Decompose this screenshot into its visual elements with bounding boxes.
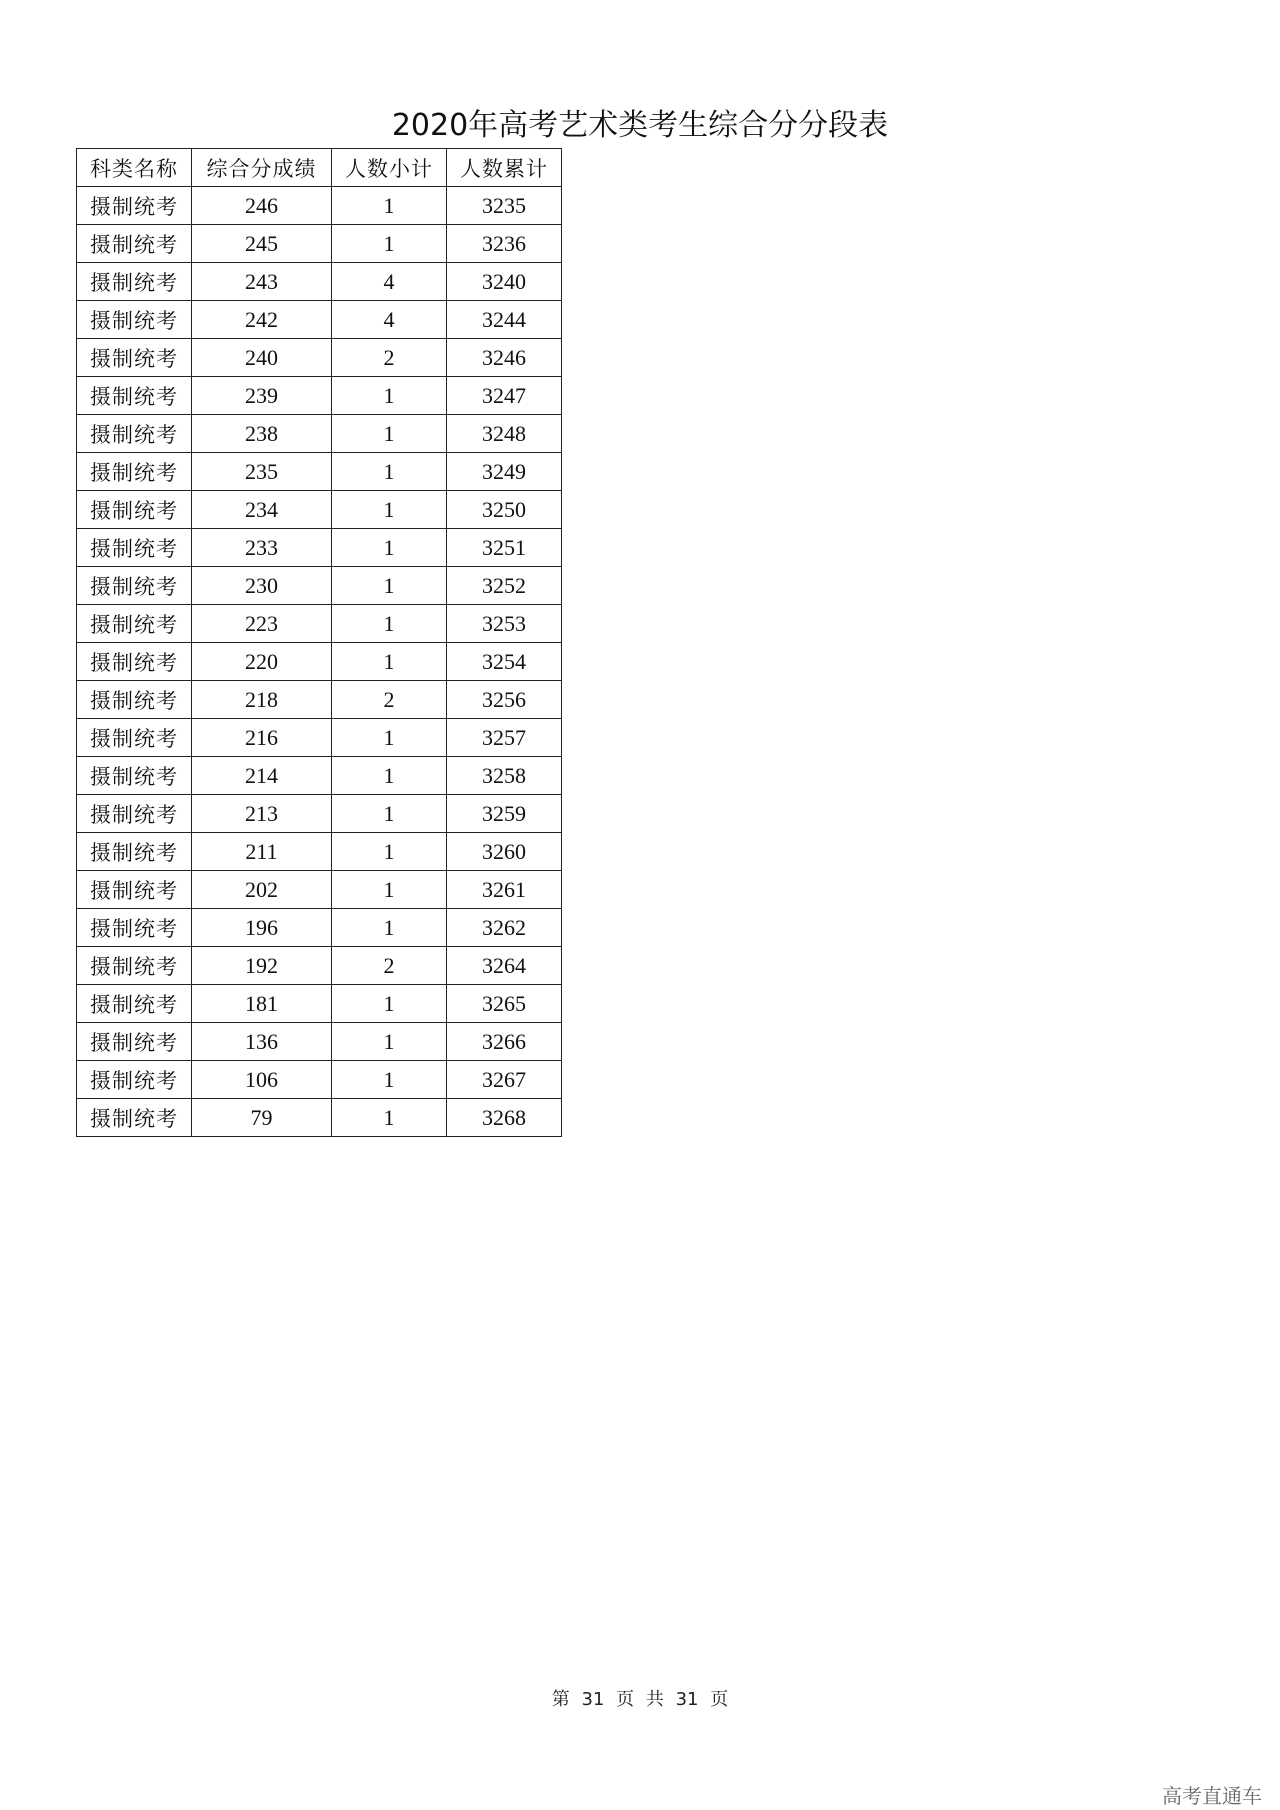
- subject-category-cell: 摄制统考: [77, 263, 192, 301]
- count-cumulative-cell: 3264: [447, 947, 562, 985]
- count-subtotal-cell: 1: [332, 719, 447, 757]
- composite-score-cell: 243: [192, 263, 332, 301]
- composite-score-cell: 192: [192, 947, 332, 985]
- composite-score-cell: 234: [192, 491, 332, 529]
- subject-category-cell: 摄制统考: [77, 719, 192, 757]
- subject-category-cell: 摄制统考: [77, 567, 192, 605]
- composite-score-cell: 242: [192, 301, 332, 339]
- count-subtotal-cell: 1: [332, 377, 447, 415]
- composite-score-cell: 230: [192, 567, 332, 605]
- header-count-subtotal: 人数小计: [332, 149, 447, 187]
- table-row: [77, 415, 562, 453]
- composite-score-cell: 218: [192, 681, 332, 719]
- composite-score-cell: 233: [192, 529, 332, 567]
- subject-category-cell: 摄制统考: [77, 377, 192, 415]
- composite-score-cell: 238: [192, 415, 332, 453]
- count-cumulative-cell: 3246: [447, 339, 562, 377]
- count-cumulative-cell: 3248: [447, 415, 562, 453]
- subject-category-cell: 摄制统考: [77, 605, 192, 643]
- page-footer: 第 31 页 共 31 页: [551, 1689, 729, 1710]
- count-subtotal-cell: 1: [332, 795, 447, 833]
- count-subtotal-cell: 1: [332, 225, 447, 263]
- count-subtotal-cell: 1: [332, 567, 447, 605]
- subject-category-cell: 摄制统考: [77, 1099, 192, 1137]
- count-subtotal-cell: 1: [332, 453, 447, 491]
- table-row: [77, 947, 562, 985]
- watermark: 高考直通车: [1162, 1784, 1262, 1808]
- count-cumulative-cell: 3258: [447, 757, 562, 795]
- count-subtotal-cell: 1: [332, 415, 447, 453]
- count-subtotal-cell: 1: [332, 605, 447, 643]
- count-cumulative-cell: 3249: [447, 453, 562, 491]
- page-title: 2020年高考艺术类考生综合分分段表: [391, 108, 889, 143]
- table-header-row: [77, 149, 562, 187]
- table-row: [77, 491, 562, 529]
- table-row: [77, 985, 562, 1023]
- count-subtotal-cell: 1: [332, 529, 447, 567]
- count-subtotal-cell: 1: [332, 833, 447, 871]
- table-row: [77, 719, 562, 757]
- table-row: [77, 643, 562, 681]
- count-cumulative-cell: 3250: [447, 491, 562, 529]
- count-cumulative-cell: 3265: [447, 985, 562, 1023]
- subject-category-cell: 摄制统考: [77, 1023, 192, 1061]
- count-cumulative-cell: 3236: [447, 225, 562, 263]
- count-subtotal-cell: 1: [332, 187, 447, 225]
- header-count-cumulative: 人数累计: [447, 149, 562, 187]
- composite-score-cell: 235: [192, 453, 332, 491]
- table-row: [77, 225, 562, 263]
- composite-score-cell: 196: [192, 909, 332, 947]
- subject-category-cell: 摄制统考: [77, 187, 192, 225]
- composite-score-cell: 246: [192, 187, 332, 225]
- count-cumulative-cell: 3262: [447, 909, 562, 947]
- table-row: [77, 529, 562, 567]
- count-subtotal-cell: 4: [332, 301, 447, 339]
- table-row: [77, 795, 562, 833]
- subject-category-cell: 摄制统考: [77, 681, 192, 719]
- table-row: [77, 567, 562, 605]
- subject-category-cell: 摄制统考: [77, 833, 192, 871]
- subject-category-cell: 摄制统考: [77, 1061, 192, 1099]
- count-cumulative-cell: 3252: [447, 567, 562, 605]
- subject-category-cell: 摄制统考: [77, 871, 192, 909]
- count-cumulative-cell: 3257: [447, 719, 562, 757]
- subject-category-cell: 摄制统考: [77, 643, 192, 681]
- subject-category-cell: 摄制统考: [77, 757, 192, 795]
- count-cumulative-cell: 3266: [447, 1023, 562, 1061]
- subject-category-cell: 摄制统考: [77, 301, 192, 339]
- header-subject-category: 科类名称: [77, 149, 192, 187]
- table-row: [77, 453, 562, 491]
- subject-category-cell: 摄制统考: [77, 985, 192, 1023]
- composite-score-cell: 136: [192, 1023, 332, 1061]
- composite-score-cell: 181: [192, 985, 332, 1023]
- composite-score-cell: 213: [192, 795, 332, 833]
- count-cumulative-cell: 3247: [447, 377, 562, 415]
- count-cumulative-cell: 3240: [447, 263, 562, 301]
- composite-score-cell: 223: [192, 605, 332, 643]
- count-subtotal-cell: 1: [332, 909, 447, 947]
- subject-category-cell: 摄制统考: [77, 225, 192, 263]
- table-row: [77, 605, 562, 643]
- table-row: [77, 833, 562, 871]
- count-cumulative-cell: 3254: [447, 643, 562, 681]
- count-cumulative-cell: 3259: [447, 795, 562, 833]
- composite-score-cell: 216: [192, 719, 332, 757]
- table-row: [77, 1099, 562, 1137]
- table-row: [77, 1023, 562, 1061]
- count-subtotal-cell: 1: [332, 985, 447, 1023]
- count-cumulative-cell: 3253: [447, 605, 562, 643]
- count-subtotal-cell: 1: [332, 1023, 447, 1061]
- count-subtotal-cell: 1: [332, 1099, 447, 1137]
- count-cumulative-cell: 3251: [447, 529, 562, 567]
- count-cumulative-cell: 3267: [447, 1061, 562, 1099]
- table-row: [77, 377, 562, 415]
- count-subtotal-cell: 2: [332, 339, 447, 377]
- table-row: [77, 871, 562, 909]
- subject-category-cell: 摄制统考: [77, 947, 192, 985]
- subject-category-cell: 摄制统考: [77, 339, 192, 377]
- table-row: [77, 909, 562, 947]
- subject-category-cell: 摄制统考: [77, 909, 192, 947]
- subject-category-cell: 摄制统考: [77, 529, 192, 567]
- count-subtotal-cell: 1: [332, 757, 447, 795]
- count-cumulative-cell: 3261: [447, 871, 562, 909]
- subject-category-cell: 摄制统考: [77, 453, 192, 491]
- composite-score-cell: 214: [192, 757, 332, 795]
- count-cumulative-cell: 3256: [447, 681, 562, 719]
- count-cumulative-cell: 3268: [447, 1099, 562, 1137]
- count-subtotal-cell: 4: [332, 263, 447, 301]
- count-subtotal-cell: 2: [332, 681, 447, 719]
- table-row: [77, 681, 562, 719]
- composite-score-cell: 202: [192, 871, 332, 909]
- count-subtotal-cell: 2: [332, 947, 447, 985]
- count-subtotal-cell: 1: [332, 643, 447, 681]
- count-subtotal-cell: 1: [332, 871, 447, 909]
- count-cumulative-cell: 3235: [447, 187, 562, 225]
- subject-category-cell: 摄制统考: [77, 415, 192, 453]
- header-composite-score: 综合分成绩: [192, 149, 332, 187]
- table-row: [77, 301, 562, 339]
- table-row: [77, 263, 562, 301]
- table-row: [77, 187, 562, 225]
- composite-score-cell: 245: [192, 225, 332, 263]
- composite-score-cell: 240: [192, 339, 332, 377]
- count-cumulative-cell: 3244: [447, 301, 562, 339]
- composite-score-cell: 239: [192, 377, 332, 415]
- score-distribution-table: [76, 148, 562, 1137]
- table-body: [77, 187, 562, 1137]
- count-subtotal-cell: 1: [332, 491, 447, 529]
- count-subtotal-cell: 1: [332, 1061, 447, 1099]
- subject-category-cell: 摄制统考: [77, 491, 192, 529]
- table-row: [77, 757, 562, 795]
- composite-score-cell: 211: [192, 833, 332, 871]
- composite-score-cell: 106: [192, 1061, 332, 1099]
- count-cumulative-cell: 3260: [447, 833, 562, 871]
- subject-category-cell: 摄制统考: [77, 795, 192, 833]
- composite-score-cell: 79: [192, 1099, 332, 1137]
- table-row: [77, 1061, 562, 1099]
- table-row: [77, 339, 562, 377]
- composite-score-cell: 220: [192, 643, 332, 681]
